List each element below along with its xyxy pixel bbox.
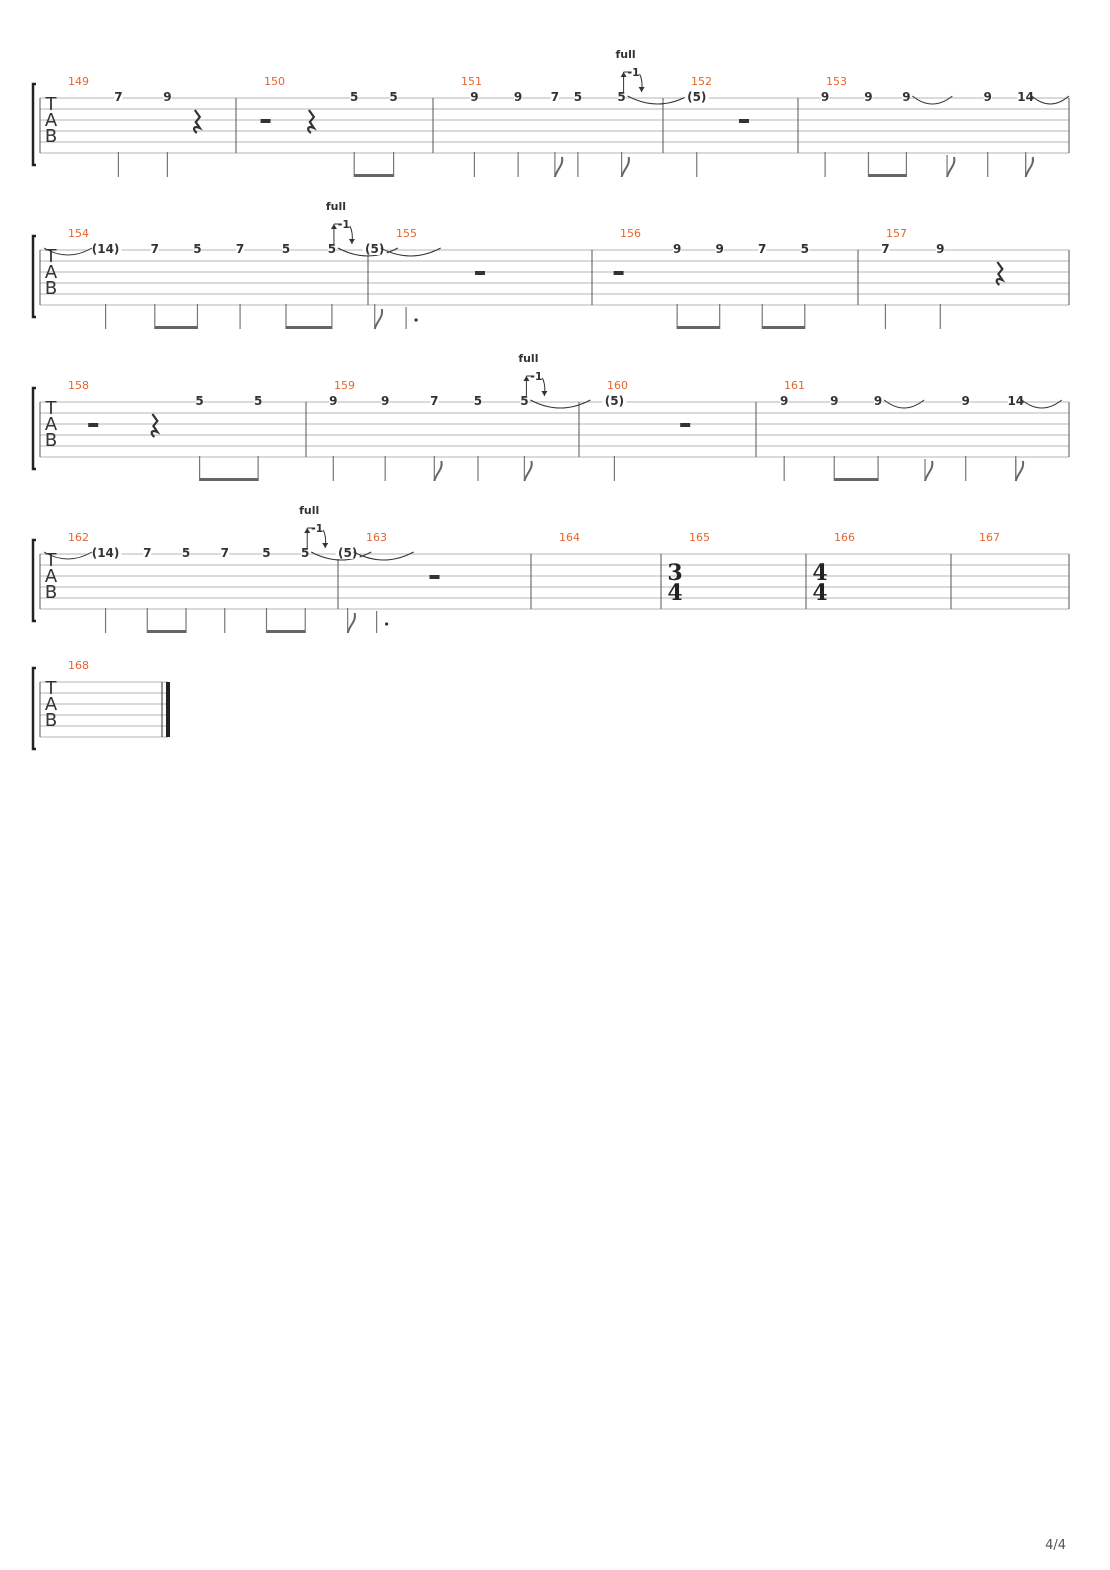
measure-number: 155 bbox=[396, 227, 417, 240]
fret-number: (5) bbox=[365, 242, 385, 256]
fret-number: 9 bbox=[936, 242, 945, 256]
half-rest bbox=[680, 423, 690, 427]
tab-clef-letter: T bbox=[45, 678, 57, 699]
eighth-flag bbox=[925, 461, 932, 481]
note-beam bbox=[266, 630, 305, 633]
tie-arc bbox=[354, 552, 414, 560]
fret-number: 9 bbox=[820, 90, 830, 104]
fret-number: 9 bbox=[329, 394, 338, 408]
measure-number: 164 bbox=[559, 531, 580, 544]
release-arrowhead bbox=[639, 87, 645, 92]
fret-number: 5 bbox=[281, 242, 291, 256]
time-signature-top: 3 bbox=[667, 560, 683, 586]
note-beam bbox=[354, 174, 393, 177]
bend-arrowhead bbox=[304, 528, 310, 533]
measure-number: 153 bbox=[826, 75, 847, 88]
time-signature-top: 4 bbox=[812, 560, 828, 586]
tie-arc bbox=[1032, 96, 1069, 104]
note-beam bbox=[200, 478, 259, 481]
fret-number: 9 bbox=[961, 394, 970, 408]
note-beam bbox=[677, 326, 720, 329]
note-beam bbox=[762, 326, 805, 329]
quarter-rest bbox=[152, 414, 158, 437]
quarter-rest bbox=[308, 110, 314, 133]
fret-number: 5 bbox=[327, 242, 337, 256]
fret-number: 7 bbox=[550, 90, 560, 104]
time-signature-bottom: 4 bbox=[667, 580, 683, 606]
eighth-flag bbox=[524, 461, 531, 481]
bend-label: full bbox=[518, 352, 539, 365]
time-signature-bottom: 4 bbox=[812, 580, 828, 606]
fret-number: (5) bbox=[687, 90, 707, 104]
measure-number: 161 bbox=[784, 379, 805, 392]
fret-number: 7 bbox=[758, 242, 767, 256]
measure-number: 167 bbox=[979, 531, 1000, 544]
measure-number: 163 bbox=[366, 531, 387, 544]
fret-number: 7 bbox=[114, 90, 123, 104]
tab-clef-letter: T bbox=[45, 94, 57, 115]
half-rest bbox=[261, 119, 271, 123]
fret-number: 9 bbox=[902, 90, 911, 104]
fret-number: 7 bbox=[881, 242, 890, 256]
fret-number: 7 bbox=[430, 394, 439, 408]
tab-clef-letter: T bbox=[45, 398, 57, 419]
eighth-flag bbox=[555, 157, 562, 177]
fret-number: 9 bbox=[873, 394, 883, 408]
tab-clef-letter: A bbox=[44, 262, 58, 283]
eighth-flag bbox=[348, 613, 355, 633]
staff-bracket bbox=[33, 540, 36, 621]
staff-bracket bbox=[33, 236, 36, 317]
note-beam bbox=[286, 326, 332, 329]
fret-number: 5 bbox=[262, 546, 271, 560]
fret-number: (5) bbox=[337, 546, 358, 560]
note-beam bbox=[147, 630, 186, 633]
note-beam bbox=[868, 174, 906, 177]
bend-amount: -1 bbox=[337, 218, 351, 231]
measure-number: 166 bbox=[834, 531, 855, 544]
measure-number: 160 bbox=[607, 379, 628, 392]
measure-number: 162 bbox=[68, 531, 89, 544]
release-arrowhead bbox=[541, 391, 547, 396]
eighth-flag bbox=[1026, 157, 1033, 177]
quarter-rest bbox=[997, 262, 1003, 285]
fret-number: (14) bbox=[91, 546, 120, 560]
release-arrowhead bbox=[322, 543, 328, 548]
fret-number: (14) bbox=[91, 242, 120, 256]
fret-number: 9 bbox=[864, 90, 873, 104]
tab-clef-letter: B bbox=[44, 710, 58, 731]
fret-number: 5 bbox=[301, 546, 310, 560]
fret-number: 5 bbox=[800, 242, 809, 256]
fret-number: 5 bbox=[195, 394, 204, 408]
tab-clef-letter: A bbox=[44, 414, 58, 435]
fret-number: 5 bbox=[253, 394, 263, 408]
fret-number: 5 bbox=[617, 90, 626, 104]
measure-number: 158 bbox=[68, 379, 89, 392]
fret-number: 5 bbox=[573, 90, 583, 104]
note-beam bbox=[834, 478, 878, 481]
measure-number: 151 bbox=[461, 75, 482, 88]
fret-number: 14 bbox=[1017, 90, 1034, 104]
half-rest bbox=[614, 271, 624, 275]
bend-arrowhead bbox=[331, 224, 337, 229]
half-rest bbox=[739, 119, 749, 123]
page-number: 4/4 bbox=[1045, 1538, 1066, 1553]
staff-bracket bbox=[33, 668, 36, 749]
measure-number: 159 bbox=[334, 379, 355, 392]
measure-number: 168 bbox=[68, 659, 89, 672]
half-rest bbox=[475, 271, 485, 275]
tie-arc bbox=[884, 400, 924, 408]
fret-number: 5 bbox=[473, 394, 483, 408]
fret-number: 5 bbox=[520, 394, 529, 408]
tab-clef-letter: A bbox=[44, 694, 58, 715]
eighth-flag bbox=[375, 309, 382, 329]
fret-number: 5 bbox=[181, 546, 191, 560]
fret-number: 9 bbox=[380, 394, 390, 408]
tie-arc bbox=[628, 96, 688, 104]
measure-number: 165 bbox=[689, 531, 710, 544]
tab-clef-letter: B bbox=[44, 126, 58, 147]
fret-number: 9 bbox=[163, 90, 172, 104]
tie-arc bbox=[1022, 400, 1062, 408]
tab-clef-letter: T bbox=[45, 246, 57, 267]
fret-number: 7 bbox=[220, 546, 229, 560]
fret-number: 9 bbox=[470, 90, 479, 104]
staff-bracket bbox=[33, 388, 36, 469]
half-rest bbox=[430, 575, 440, 579]
bend-label: full bbox=[615, 48, 636, 61]
eighth-flag bbox=[434, 461, 441, 481]
fret-number: 5 bbox=[193, 242, 202, 256]
fret-number: 14 bbox=[1007, 394, 1025, 408]
staff-bracket bbox=[33, 84, 36, 165]
fret-number: 9 bbox=[779, 394, 789, 408]
measure-number: 149 bbox=[68, 75, 89, 88]
bend-label: full bbox=[299, 504, 320, 517]
bend-arrowhead bbox=[523, 376, 529, 381]
tab-clef-letter: A bbox=[44, 566, 58, 587]
bend-arrowhead bbox=[621, 72, 627, 77]
bend-amount: -1 bbox=[627, 66, 640, 79]
half-rest bbox=[88, 423, 98, 427]
measure-number: 152 bbox=[691, 75, 712, 88]
measure-number: 156 bbox=[620, 227, 641, 240]
fret-number: 7 bbox=[235, 242, 245, 256]
measure-number: 154 bbox=[68, 227, 89, 240]
tie-arc bbox=[381, 248, 441, 256]
tab-clef-letter: T bbox=[45, 550, 57, 571]
tab-clef-letter: B bbox=[44, 278, 58, 299]
tab-clef-letter: B bbox=[44, 430, 58, 451]
bend-label: full bbox=[325, 200, 347, 213]
fret-number: 5 bbox=[350, 90, 359, 104]
fret-number: (5) bbox=[604, 394, 625, 408]
eighth-flag bbox=[622, 157, 629, 177]
tab-clef-letter: A bbox=[44, 110, 58, 131]
bend-amount: -1 bbox=[530, 370, 543, 383]
fret-number: 5 bbox=[389, 90, 398, 104]
fret-number: 9 bbox=[513, 90, 523, 104]
fret-number: 9 bbox=[830, 394, 839, 408]
quarter-rest bbox=[194, 110, 200, 133]
tie-arc bbox=[912, 96, 952, 104]
rhythm-dot bbox=[385, 622, 388, 625]
fret-number: 9 bbox=[672, 242, 682, 256]
eighth-flag bbox=[1016, 461, 1023, 481]
rhythm-dot bbox=[414, 318, 417, 321]
tie-arc bbox=[530, 400, 590, 408]
fret-number: 9 bbox=[983, 90, 992, 104]
note-beam bbox=[155, 326, 198, 329]
release-arrowhead bbox=[349, 239, 355, 244]
measure-number: 150 bbox=[264, 75, 285, 88]
fret-number: 7 bbox=[143, 546, 152, 560]
bend-amount: -1 bbox=[311, 522, 324, 535]
tab-clef-letter: B bbox=[44, 582, 58, 603]
measure-number: 157 bbox=[886, 227, 907, 240]
fret-number: 7 bbox=[150, 242, 159, 256]
fret-number: 9 bbox=[715, 242, 724, 256]
eighth-flag bbox=[947, 157, 954, 177]
